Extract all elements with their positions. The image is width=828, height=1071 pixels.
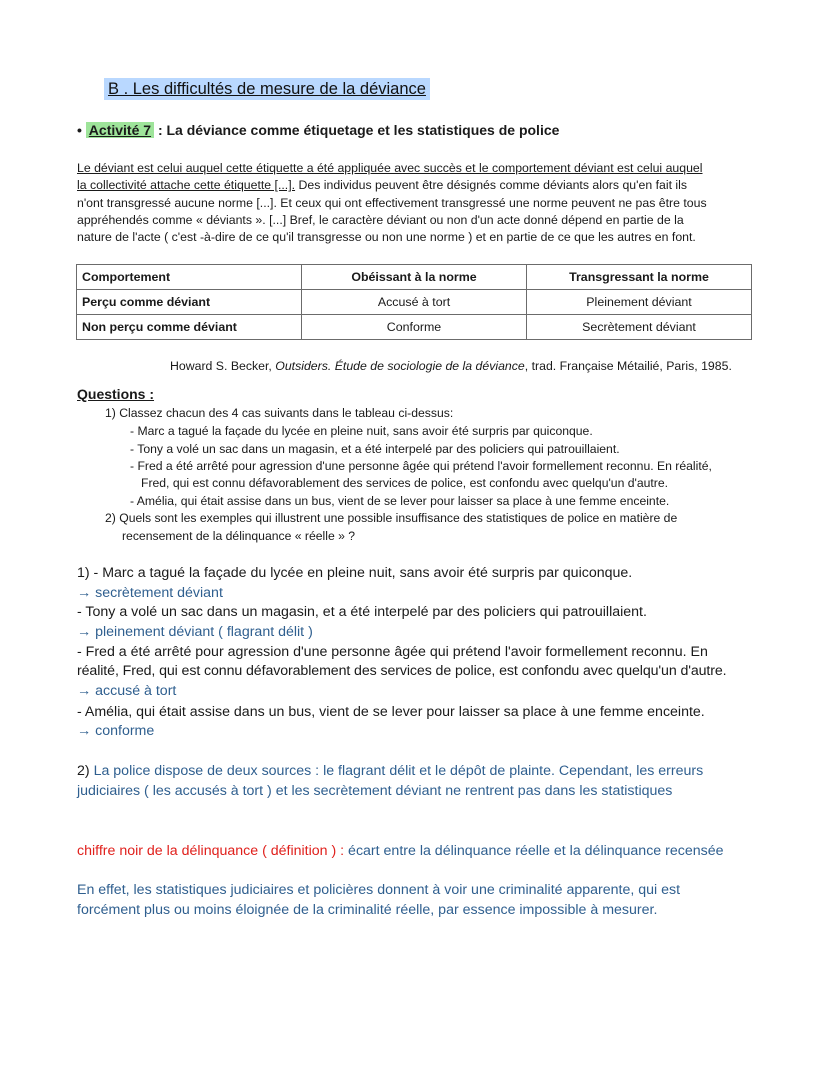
quote-line-underlined: la collectivité attache cette étiquette [...]. [77, 178, 296, 193]
quote-line: n'ont transgressé aucune norme [...]. Et ceux qui ont effectivement transgressé une norme peuvent ne pas être tous [77, 195, 707, 210]
answer-classification: → conforme [77, 723, 155, 739]
deviance-table [76, 264, 752, 340]
table-header-cell: Obéissant à la norme [302, 265, 527, 290]
activity-title: : La déviance comme étiquetage et les statistiques de police [157, 122, 560, 138]
table-cell: Accusé à tort [302, 290, 527, 315]
table-cell: Secrètement déviant [527, 315, 752, 340]
table-cell: Conforme [302, 315, 527, 340]
citation [170, 359, 732, 373]
table-header-cell: Transgressant la norme [527, 265, 752, 290]
section-title: B . Les difficultés de mesure de la déviance [104, 78, 430, 100]
definition-text: écart entre la délinquance réelle et la délinquance recensée [344, 843, 724, 859]
answer-2-line [77, 762, 703, 782]
quote-line: Des individus peuvent être désignés comme déviants alors qu'en fait ils [295, 178, 688, 193]
table-row-label: Perçu comme déviant [77, 290, 302, 315]
question-case: - Tony a volé un sac dans un magasin, et a été interpelé par des policiers qui patrouillaient. [130, 442, 620, 456]
question-2: 2) Quels sont les exemples qui illustrent une possible insuffisance des statistiques de police en matière de [105, 511, 678, 525]
quote-line: appréhendés comme « déviants ». [...] Bref, le caractère déviant ou non d'un acte donné dépend en partie de la [77, 212, 684, 227]
answer-case: - Amélia, qui était assise dans un bus, vient de se lever pour laisser sa place à une femme enceinte. [77, 704, 705, 720]
answer-classification: → pleinement déviant ( flagrant délit ) [77, 624, 313, 640]
answer-case-continued: réalité, Fred, qui est connu défavorablement des services de police, est confondu avec quelqu'un d'autre. [77, 663, 727, 679]
question-case: - Marc a tagué la façade du lycée en pleine nuit, sans avoir été surpris par quiconque. [130, 424, 593, 438]
answer-2-continued: judiciaires ( les accusés à tort ) et les secrètement déviant ne rentrent pas dans les statistiques [77, 783, 673, 799]
definition [77, 842, 724, 862]
citation-title: Outsiders. Étude de sociologie de la déviance [275, 359, 525, 373]
quote-line: nature de l'acte ( c'est -à-dire de ce qu'il transgresse ou non une norme ) et en partie de ce que les autres en font. [77, 230, 696, 245]
answer-case: 1) - Marc a tagué la façade du lycée en pleine nuit, sans avoir été surpris par quiconque. [77, 565, 633, 581]
quote-line: Le déviant est celui auquel cette étiquette a été appliquée avec succès et le comportement déviant est celui auquel [77, 161, 703, 175]
answer-classification: → secrètement déviant [77, 585, 223, 601]
question-case: - Amélia, qui était assise dans un bus, vient de se lever pour laisser sa place à une femme enceinte. [130, 494, 670, 508]
table-cell: Pleinement déviant [527, 290, 752, 315]
activity-label: Activité 7 [86, 122, 154, 138]
table-row [77, 290, 752, 315]
activity-heading [77, 120, 559, 140]
becker-quote [77, 160, 757, 246]
questions-title: Questions : [77, 386, 155, 402]
table-header-cell: Comportement [77, 265, 302, 290]
table-row [77, 315, 752, 340]
answer-case: - Fred a été arrêté pour agression d'une personne âgée qui prétend l'avoir formellement reconnu. En [77, 644, 708, 660]
question-2-continued: recensement de la délinquance « réelle » ? [122, 529, 356, 543]
answer-2-text: La police dispose de deux sources : le flagrant délit et le dépôt de plainte. Cependant, les erreurs [93, 763, 704, 779]
table-header-row [77, 265, 752, 290]
answer-classification: → accusé à tort [77, 683, 177, 699]
table-row-label: Non perçu comme déviant [77, 315, 302, 340]
bullet: • [77, 122, 82, 138]
citation-author: Howard S. Becker, [170, 359, 276, 373]
question-case: - Fred a été arrêté pour agression d'une personne âgée qui prétend l'avoir formellement reconnu. En réalité, [130, 459, 712, 473]
definition-term: chiffre noir de la délinquance ( définition ) : [77, 843, 345, 859]
question-1: 1) Classez chacun des 4 cas suivants dans le tableau ci-dessus: [105, 406, 454, 420]
conclusion: En effet, les statistiques judiciaires et policières donnent à voir une criminalité apparente, qui est [77, 882, 681, 898]
answer-case: - Tony a volé un sac dans un magasin, et a été interpelé par des policiers qui patrouillaient. [77, 604, 647, 620]
conclusion-continued: forcément plus ou moins éloignée de la criminalité réelle, par essence impossible à mesurer. [77, 902, 658, 918]
answer-2-prefix: 2) [77, 763, 94, 779]
citation-details: , trad. Française Métailié, Paris, 1985. [524, 359, 732, 373]
question-case-continued: Fred, qui est connu défavorablement des services de police, est confondu avec quelqu'un d'autre. [141, 476, 669, 490]
